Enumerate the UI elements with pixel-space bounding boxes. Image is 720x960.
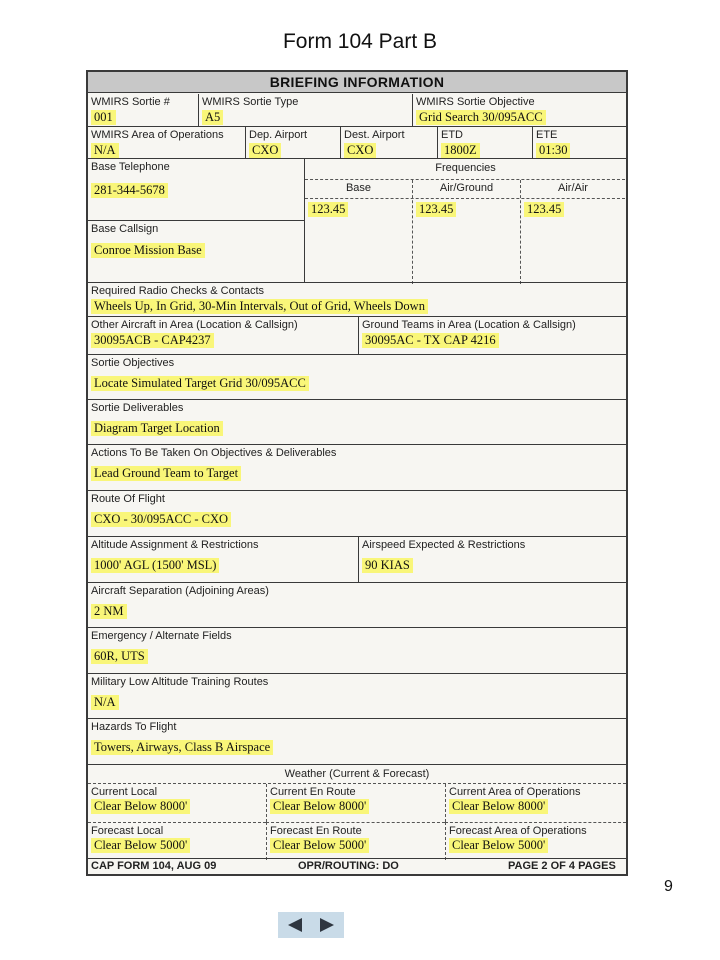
field-label: Hazards To Flight [91,721,177,733]
route-value[interactable]: CXO - 30/095ACC - CXO [91,512,231,527]
base-callsign-cell [88,220,304,282]
sortie-number-cell [88,94,198,126]
frequencies-label: Frequencies [435,162,496,174]
route-cell [88,490,626,536]
current-area-cell [445,784,626,822]
other-aircraft-cell [88,316,358,354]
sortie-deliverables-value[interactable]: Diagram Target Location [91,421,223,436]
altitude-value[interactable]: 1000' AGL (1500' MSL) [91,558,219,573]
hazards-cell [88,718,626,764]
dep-airport-value[interactable]: CXO [249,143,281,158]
freq-air-air-col [520,180,625,284]
separation-value[interactable]: 2 NM [91,604,127,619]
actions-cell [88,444,626,490]
forecast-enroute-cell [266,822,445,860]
field-label: Sortie Deliverables [91,402,184,414]
form-id: CAP FORM 104, AUG 09 [91,860,217,872]
etd-value[interactable]: 1800Z [441,143,480,158]
field-label: WMIRS Sortie Type [202,96,299,108]
sortie-objective-value[interactable]: Grid Search 30/095ACC [416,110,546,125]
airspeed-cell [358,536,626,582]
sortie-objective-cell [412,94,626,126]
forecast-area-cell [445,822,626,860]
field-label: Base Telephone [91,161,170,173]
field-label: Aircraft Separation (Adjoining Areas) [91,585,269,597]
triangle-left-icon [284,916,306,934]
form-header: BRIEFING INFORMATION [88,72,626,93]
military-routes-value[interactable]: N/A [91,695,119,710]
field-label: WMIRS Sortie Objective [416,96,535,108]
slide-title: Form 104 Part B [282,30,438,53]
dep-airport-cell [245,126,340,158]
sortie-objectives-cell [88,354,626,399]
field-label: Forecast Local [91,825,164,837]
freq-air-ground-value[interactable]: 123.45 [416,202,456,217]
dest-airport-cell [340,126,437,158]
frequencies-cell [304,158,626,282]
sortie-number-value[interactable]: 001 [91,110,116,125]
form-page: PAGE 2 OF 4 PAGES [508,860,616,872]
dest-airport-value[interactable]: CXO [344,143,376,158]
field-label: Altitude Assignment & Restrictions [91,539,259,551]
current-enroute-cell [266,784,445,822]
slide-navigation [278,912,344,938]
field-label: Current En Route [270,786,356,798]
radio-checks-cell [88,282,626,316]
base-telephone-cell [88,158,304,220]
military-routes-cell [88,673,626,718]
freq-air-ground-label: Air/Ground [439,182,494,194]
current-local-cell [88,784,266,822]
airspeed-value[interactable]: 90 KIAS [362,558,413,573]
field-label: Current Local [91,786,158,798]
field-label: Required Radio Checks & Contacts [91,285,265,297]
altitude-cell [88,536,358,582]
field-label: WMIRS Sortie # [91,96,170,108]
sortie-deliverables-cell [88,399,626,444]
area-ops-cell [88,126,245,158]
field-label: Sortie Objectives [91,357,175,369]
freq-air-air-value[interactable]: 123.45 [524,202,564,217]
previous-slide-button[interactable] [280,914,310,936]
sortie-type-cell [198,94,412,126]
field-label: ETD [441,129,463,141]
field-label: Dep. Airport [249,129,308,141]
frequencies-divider [305,198,625,199]
field-label: Military Low Altitude Training Routes [91,676,269,688]
current-enroute-value[interactable]: Clear Below 8000' [270,799,369,814]
field-label: Ground Teams in Area (Location & Callsign) [362,319,576,331]
weather-section [88,764,626,860]
forecast-enroute-value[interactable]: Clear Below 5000' [270,838,369,853]
freq-air-air-label: Air/Air [558,182,588,194]
field-label: Route Of Flight [91,493,165,505]
field-label: WMIRS Area of Operations [91,129,224,141]
ground-teams-value[interactable]: 30095AC - TX CAP 4216 [362,333,499,348]
field-label: ETE [536,129,558,141]
emergency-value[interactable]: 60R, UTS [91,649,148,664]
sortie-type-value[interactable]: A5 [202,110,223,125]
current-area-value[interactable]: Clear Below 8000' [449,799,548,814]
base-callsign-value[interactable]: Conroe Mission Base [91,243,205,258]
triangle-right-icon [316,916,338,934]
frequencies-grid [305,179,625,283]
field-label: Other Aircraft in Area (Location & Callsign) [91,319,298,331]
field-label: Airspeed Expected & Restrictions [362,539,526,551]
other-aircraft-value[interactable]: 30095ACB - CAP4237 [91,333,214,348]
weather-grid [88,783,626,859]
hazards-value[interactable]: Towers, Airways, Class B Airspace [91,740,273,755]
page-number: 9 [664,878,673,895]
field-label: Emergency / Alternate Fields [91,630,232,642]
ete-value[interactable]: 01:30 [536,143,570,158]
current-local-value[interactable]: Clear Below 8000' [91,799,190,814]
briefing-form [86,70,628,876]
radio-checks-value[interactable]: Wheels Up, In Grid, 30-Min Intervals, Out of Grid, Wheels Down [91,299,428,314]
separation-cell [88,582,626,627]
emergency-cell [88,627,626,673]
weather-label: Weather (Current & Forecast) [284,768,430,780]
etd-cell [437,126,532,158]
forecast-local-cell [88,822,266,860]
field-label: Actions To Be Taken On Objectives & Deliverables [91,447,337,459]
forecast-local-value[interactable]: Clear Below 5000' [91,838,190,853]
freq-base-value[interactable]: 123.45 [308,202,348,217]
forecast-area-value[interactable]: Clear Below 5000' [449,838,548,853]
next-slide-button[interactable] [312,914,342,936]
field-label: Dest. Airport [344,129,405,141]
base-telephone-value[interactable]: 281-344-5678 [91,183,168,198]
field-label: Forecast Area of Operations [449,825,587,837]
actions-value[interactable]: Lead Ground Team to Target [91,466,241,481]
field-label: Forecast En Route [270,825,362,837]
ground-teams-cell [358,316,626,354]
freq-base-label: Base [345,182,372,194]
area-ops-value[interactable]: N/A [91,143,119,158]
freq-air-ground-col [412,180,520,284]
form-routing: OPR/ROUTING: DO [298,860,399,872]
field-label: Current Area of Operations [449,786,581,798]
ete-cell [532,126,626,158]
sortie-objectives-value[interactable]: Locate Simulated Target Grid 30/095ACC [91,376,309,391]
field-label: Base Callsign [91,223,159,235]
freq-base-col [305,180,412,284]
